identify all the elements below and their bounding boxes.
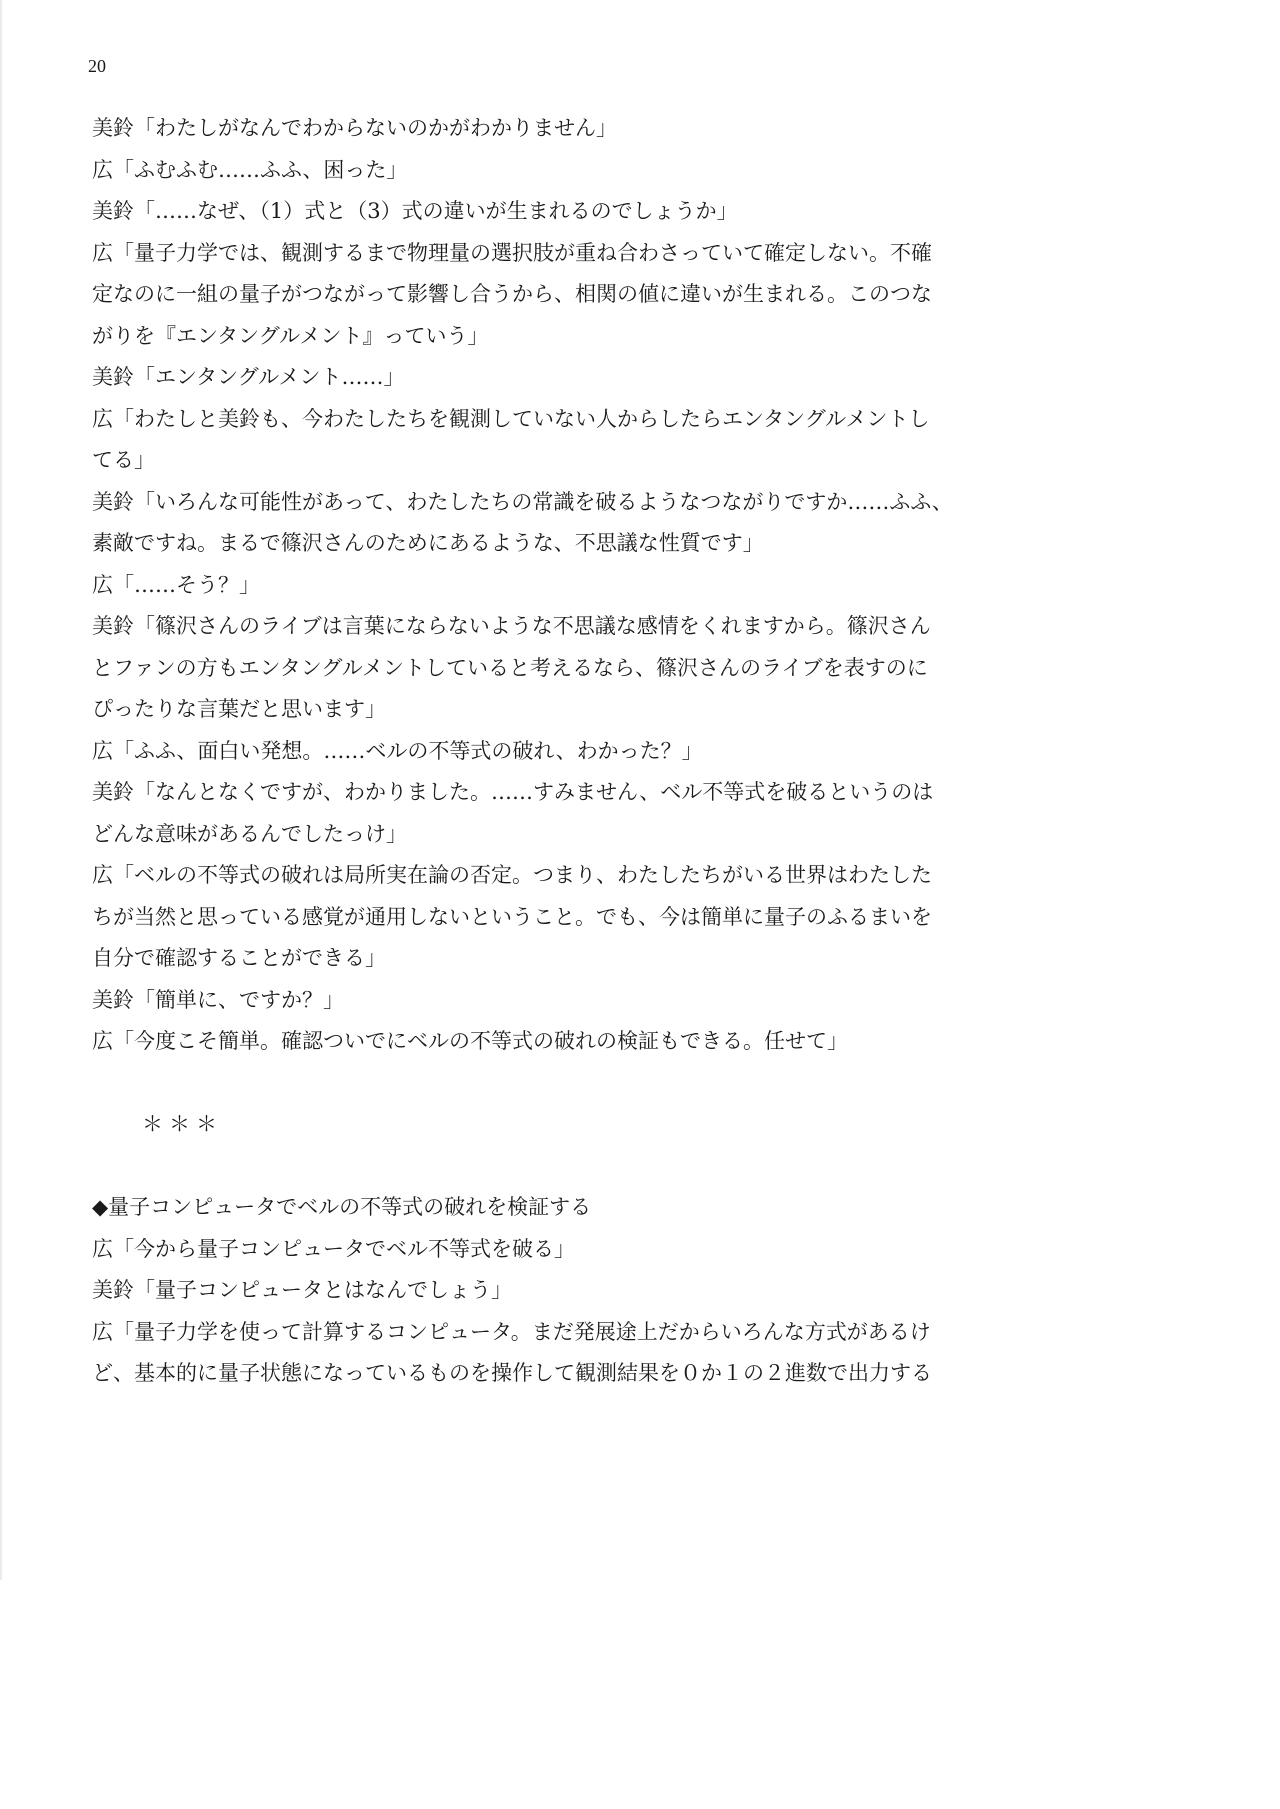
- text-line: 美鈴「……なぜ、（1）式と（3）式の違いが生まれるのでしょうか」: [92, 199, 738, 223]
- scene-separator: ＊＊＊: [142, 1112, 223, 1136]
- text-line: 広「ふむふむ……ふふ、困った」: [92, 157, 408, 182]
- text-line: 美鈴「なんとなくですが、わかりました。……すみません、ベル不等式を破るというのは: [92, 780, 934, 804]
- blank-line: [92, 1063, 1052, 1105]
- text-line: がりを『エンタングルメント』っていう」: [92, 323, 489, 348]
- page-number: 20: [88, 56, 106, 76]
- text-line: 自分で確認することができる」: [92, 946, 386, 970]
- text-line: てる」: [92, 448, 155, 472]
- text-line: 定なのに一組の量子がつながって影響し合うから、相関の値に違いが生まれる。このつな: [92, 282, 932, 306]
- page-edge-shadow: [0, 0, 3, 1580]
- text-line: 美鈴「エンタングルメント……」: [92, 365, 405, 389]
- body-text: [92, 108, 1052, 1395]
- text-line: ぴったりな言葉だと思います」: [92, 697, 386, 721]
- text-line: どんな意味があるんでしたっけ」: [92, 821, 407, 846]
- section-heading: ◆量子コンピュータでベルの不等式の破れを検証する: [92, 1195, 592, 1219]
- text-line: 広「……そう？」: [92, 572, 260, 597]
- text-line: 広「今から量子コンピュータでベル不等式を破る」: [92, 1236, 575, 1261]
- text-line: 美鈴「篠沢さんのライブは言葉にならないような不思議な感情をくれますから。篠沢さん: [92, 614, 931, 638]
- text-line: 広「量子力学では、観測するまで物理量の選択肢が重ね合わさっていて確定しない。不確: [92, 240, 932, 265]
- text-line: 広「量子力学を使って計算するコンピュータ。まだ発展途上だからいろんな方式があるけ: [92, 1319, 931, 1344]
- text-line: 美鈴「量子コンピュータとはなんでしょう」: [92, 1278, 512, 1302]
- text-line: 美鈴「わたしがなんでわからないのかがわかりません」: [92, 116, 617, 140]
- text-line: 広「今度こそ簡単。確認ついでにベルの不等式の破れの検証もできる。任せて」: [92, 1029, 848, 1053]
- text-line: 広「ベルの不等式の破れは局所実在論の否定。つまり、わたしたちがいる世界はわたした: [92, 863, 932, 887]
- text-line: とファンの方もエンタングルメントしていると考えるなら、篠沢さんのライブを表すのに: [92, 655, 928, 680]
- blank-line: [92, 1146, 1052, 1188]
- text-line: 美鈴「いろんな可能性があって、わたしたちの常識を破るようなつながりですか……ふふ、: [92, 489, 953, 514]
- text-line: 素敵ですね。まるで篠沢さんのためにあるような、不思議な性質です」: [92, 531, 764, 555]
- text-line: 広「わたしと美鈴も、今わたしたちを観測していない人からしたらエンタングルメントし: [92, 406, 930, 431]
- text-line: ちが当然と思っている感覚が通用しないということ。でも、今は簡単に量子のふるまいを: [92, 904, 932, 929]
- text-line: 美鈴「簡単に、ですか？」: [92, 987, 344, 1012]
- text-line: 広「ふふ、面白い発想。……ベルの不等式の破れ、わかった？」: [92, 738, 703, 763]
- text-line: ど、基本的に量子状態になっているものを操作して観測結果を０か１の２進数で出力する: [92, 1361, 932, 1385]
